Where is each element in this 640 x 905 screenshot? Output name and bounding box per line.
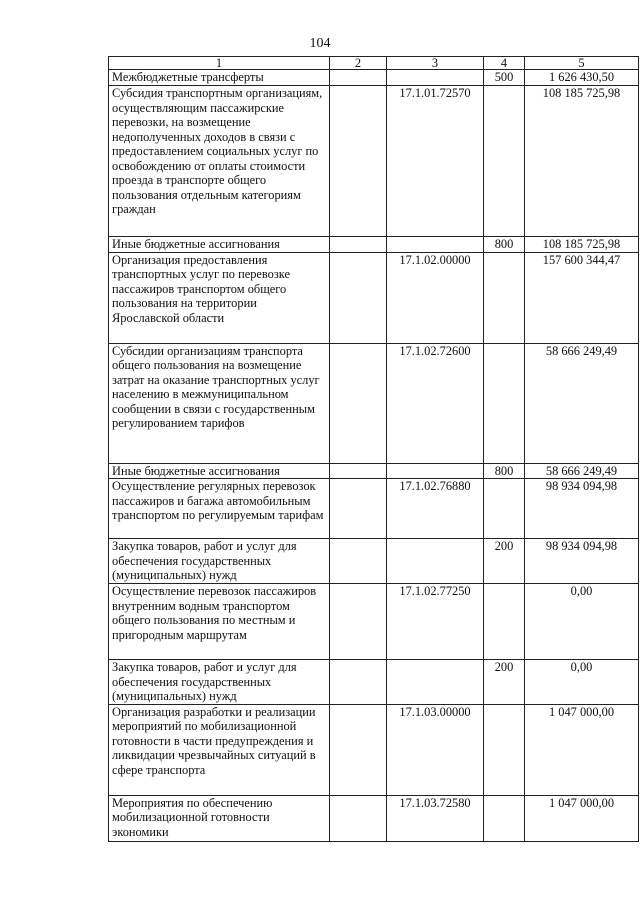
budget-table <box>108 56 639 842</box>
row-name-cell: Осуществление регулярных перевозок пассажиров и багажа автомобильным транспортом по регулируемым тарифам <box>109 479 330 539</box>
table-row <box>109 70 639 86</box>
row-amount-cell: 1 626 430,50 <box>525 70 639 86</box>
row-code-cell <box>387 463 484 479</box>
table-row <box>109 237 639 253</box>
row-name-cell: Организация предоставления транспортных услуг по перевозке пассажиров транспортом общего пользования на территории Ярославской области <box>109 252 330 343</box>
row-type-cell: 200 <box>484 660 525 705</box>
row-name-cell: Иные бюджетные ассигнования <box>109 463 330 479</box>
row-col2-cell <box>330 539 387 584</box>
row-col2-cell <box>330 479 387 539</box>
row-code-cell: 17.1.02.77250 <box>387 584 484 660</box>
row-col2-cell <box>330 70 387 86</box>
row-type-cell <box>484 252 525 343</box>
row-amount-cell: 157 600 344,47 <box>525 252 639 343</box>
table-row <box>109 463 639 479</box>
row-amount-cell: 1 047 000,00 <box>525 795 639 841</box>
table-row <box>109 86 639 237</box>
row-type-cell: 200 <box>484 539 525 584</box>
row-code-cell: 17.1.02.72600 <box>387 343 484 463</box>
row-type-cell <box>484 86 525 237</box>
row-col2-cell <box>330 343 387 463</box>
table-row <box>109 252 639 343</box>
table-row <box>109 704 639 795</box>
row-type-cell <box>484 584 525 660</box>
row-code-cell <box>387 539 484 584</box>
row-col2-cell <box>330 795 387 841</box>
row-type-cell: 500 <box>484 70 525 86</box>
row-col2-cell <box>330 463 387 479</box>
table-row <box>109 584 639 660</box>
row-amount-cell: 98 934 094,98 <box>525 539 639 584</box>
row-name-cell: Закупка товаров, работ и услуг для обеспечения государственных (муниципальных) нужд <box>109 539 330 584</box>
row-col2-cell <box>330 584 387 660</box>
row-name-cell: Субсидия транспортным организациям, осуществляющим пассажирские перевозки, на возмещение недополученных доходов в связи с предоставлением социальных услуг по освобождению от оплаты стоимости проезда в транспорте общего пользования отдельным категориям граждан <box>109 86 330 237</box>
row-amount-cell: 58 666 249,49 <box>525 343 639 463</box>
row-code-cell <box>387 237 484 253</box>
row-col2-cell <box>330 237 387 253</box>
table-row <box>109 795 639 841</box>
page-number: 104 <box>309 36 331 51</box>
row-col2-cell <box>330 704 387 795</box>
row-amount-cell: 58 666 249,49 <box>525 463 639 479</box>
row-amount-cell: 108 185 725,98 <box>525 86 639 237</box>
row-type-cell <box>484 704 525 795</box>
table-row <box>109 479 639 539</box>
table-row <box>109 660 639 705</box>
row-code-cell: 17.1.03.00000 <box>387 704 484 795</box>
row-col2-cell <box>330 86 387 237</box>
row-type-cell <box>484 479 525 539</box>
table-row <box>109 343 639 463</box>
row-name-cell: Субсидии организациям транспорта общего пользования на возмещение затрат на оказание транспортных услуг населению в межмуниципальном сообщении в связи с государственным регулированием тарифов <box>109 343 330 463</box>
row-type-cell <box>484 343 525 463</box>
column-header-4: 4 <box>484 57 525 70</box>
row-type-cell: 800 <box>484 463 525 479</box>
row-code-cell: 17.1.01.72570 <box>387 86 484 237</box>
row-name-cell: Мероприятия по обеспечению мобилизационной готовности экономики <box>109 795 330 841</box>
row-amount-cell: 0,00 <box>525 660 639 705</box>
row-name-cell: Организация разработки и реализации мероприятий по мобилизационной готовности в части предупреждения и ликвидации чрезвычайных ситуаций в сфере транспорта <box>109 704 330 795</box>
header-row <box>109 57 639 70</box>
column-header-2: 2 <box>330 57 387 70</box>
column-header-1: 1 <box>109 57 330 70</box>
row-col2-cell <box>330 252 387 343</box>
row-code-cell <box>387 70 484 86</box>
row-type-cell <box>484 795 525 841</box>
row-type-cell: 800 <box>484 237 525 253</box>
row-col2-cell <box>330 660 387 705</box>
row-name-cell: Осуществление перевозок пассажиров внутренним водным транспортом общего пользования по местным и пригородным маршрутам <box>109 584 330 660</box>
column-header-5: 5 <box>525 57 639 70</box>
row-name-cell: Иные бюджетные ассигнования <box>109 237 330 253</box>
table-row <box>109 539 639 584</box>
row-code-cell: 17.1.02.76880 <box>387 479 484 539</box>
row-amount-cell: 108 185 725,98 <box>525 237 639 253</box>
row-code-cell: 17.1.03.72580 <box>387 795 484 841</box>
row-amount-cell: 1 047 000,00 <box>525 704 639 795</box>
row-code-cell <box>387 660 484 705</box>
row-amount-cell: 98 934 094,98 <box>525 479 639 539</box>
row-name-cell: Закупка товаров, работ и услуг для обеспечения государственных (муниципальных) нужд <box>109 660 330 705</box>
column-header-3: 3 <box>387 57 484 70</box>
row-code-cell: 17.1.02.00000 <box>387 252 484 343</box>
row-amount-cell: 0,00 <box>525 584 639 660</box>
row-name-cell: Межбюджетные трансферты <box>109 70 330 86</box>
